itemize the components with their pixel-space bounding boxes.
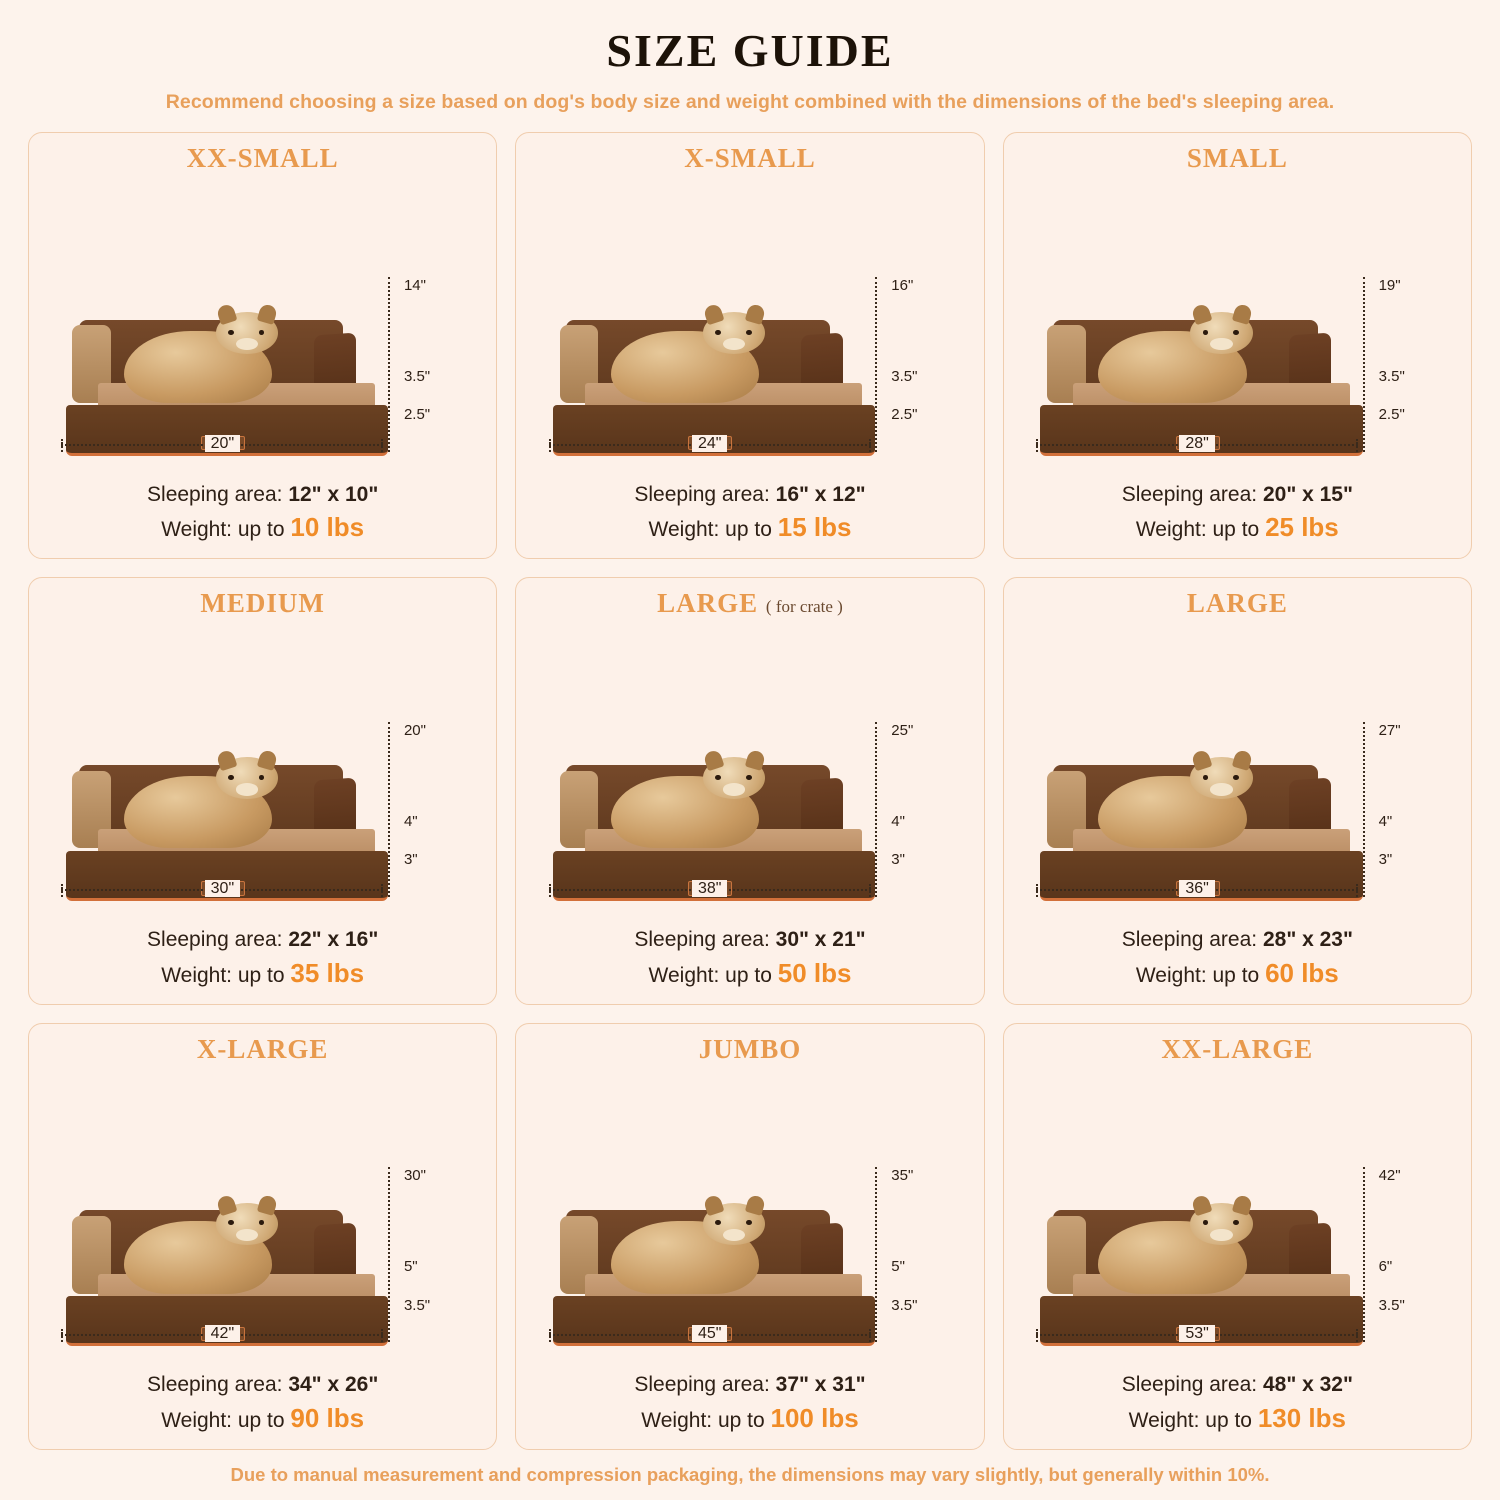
pet-snout <box>723 783 745 796</box>
weight-row <box>147 509 378 546</box>
sleeping-area-value: 48" x 32" <box>1262 1373 1353 1397</box>
card-title-text: SMALL <box>1186 143 1288 173</box>
bed-illustration <box>1014 1067 1461 1369</box>
width-dimension <box>1036 434 1358 464</box>
size-card-jumbo <box>515 1023 984 1450</box>
bed-illustration <box>1014 621 1461 923</box>
dimension-width: 20" <box>205 435 240 452</box>
sleeping-area-value: 22" x 16" <box>288 927 379 951</box>
pet-eye-left <box>228 1220 234 1225</box>
pet-graphic <box>1098 1221 1246 1293</box>
dimension-line <box>875 277 877 452</box>
dimension-width: 28" <box>1179 435 1214 452</box>
dimension-line <box>1363 722 1365 897</box>
dimension-width: 42" <box>205 1325 240 1342</box>
pet-snout <box>236 783 258 796</box>
card-info <box>634 923 865 992</box>
dimension-line <box>1363 1167 1365 1342</box>
card-crate-note: ( for crate ) <box>765 597 843 617</box>
page-title: SIZE GUIDE <box>606 25 894 76</box>
dimension-low: 3" <box>403 851 418 869</box>
weight-label: Weight: up to <box>1135 963 1266 987</box>
pet-ear-left <box>216 1194 238 1216</box>
pet-ear-left <box>1191 1194 1213 1216</box>
pet-eye-right <box>259 330 265 335</box>
card-title-text: LARGE <box>1186 588 1288 619</box>
card-title <box>1187 143 1288 174</box>
size-card-xx-small <box>28 132 497 559</box>
pet-eye-right <box>259 775 265 780</box>
pet-ear-left <box>703 303 725 325</box>
dimension-line <box>1363 277 1365 452</box>
page-subtitle: Recommend choosing a size based on dog's body size and weight combined with the dimensions of the bed's sleeping area. <box>165 91 1335 113</box>
weight-label: Weight: up to <box>161 1409 291 1433</box>
sleeping-area-row <box>634 925 865 955</box>
pet-head <box>216 1203 278 1245</box>
dimension-height: 16" <box>891 276 914 294</box>
bed-illustration <box>526 621 973 923</box>
dimension-mid: 4" <box>1378 812 1393 830</box>
weight-value: 100 lbs <box>770 1403 859 1434</box>
bed-illustration <box>39 176 486 478</box>
pet-eye-left <box>1203 775 1209 780</box>
card-info <box>1122 923 1353 992</box>
pet-ear-left <box>1191 748 1213 770</box>
dimension-width: 53" <box>1179 1325 1214 1342</box>
sleeping-area-row <box>1122 1370 1353 1400</box>
dimension-width: 24" <box>692 435 727 452</box>
height-dimensions <box>388 1167 477 1342</box>
sleeping-area-value: 12" x 10" <box>288 482 379 506</box>
bed-illustration <box>39 1067 486 1369</box>
pet-snout <box>1210 338 1232 351</box>
sleeping-area-row <box>634 480 865 510</box>
pet-head <box>1190 312 1252 354</box>
dimension-mid: 6" <box>1378 1258 1393 1276</box>
pet-eye-right <box>746 1220 752 1225</box>
dimension-width: 30" <box>205 880 240 897</box>
dimension-height: 14" <box>403 276 426 294</box>
dimension-line <box>388 277 390 452</box>
dimension-mid: 3.5" <box>891 367 918 385</box>
sleeping-area-label: Sleeping area: <box>634 482 776 506</box>
pet-snout <box>1210 1229 1232 1242</box>
pet-head <box>1190 757 1252 799</box>
weight-label: Weight: up to <box>1128 1409 1258 1433</box>
sleeping-area-value: 34" x 26" <box>288 1373 379 1397</box>
pet-ear-left <box>703 748 725 770</box>
width-dimension <box>61 1325 383 1354</box>
pet-eye-left <box>715 1220 721 1225</box>
weight-row <box>1122 509 1353 546</box>
sleeping-area-value: 30" x 21" <box>775 927 866 951</box>
card-title <box>657 588 843 619</box>
disclaimer-text: Due to manual measurement and compression packaging, the dimensions may vary slightly, but generally within 10%. <box>230 1464 1270 1485</box>
card-title-text: XX-LARGE <box>1161 1033 1314 1064</box>
card-title-text: X-LARGE <box>196 1033 329 1064</box>
weight-value: 60 lbs <box>1265 957 1339 988</box>
pet-head <box>216 312 278 354</box>
bed-illustration <box>1014 176 1461 478</box>
height-dimensions <box>875 722 964 897</box>
weight-label: Weight: up to <box>648 518 778 542</box>
weight-label: Weight: up to <box>161 518 291 542</box>
sleeping-area-label: Sleeping area: <box>147 1373 289 1397</box>
sleeping-area-label: Sleeping area: <box>1121 927 1263 951</box>
pet-eye-left <box>715 775 721 780</box>
pet-snout <box>723 338 745 351</box>
pet-eye-right <box>1233 330 1239 335</box>
size-card-medium <box>28 577 497 1004</box>
pet-eye-left <box>228 330 234 335</box>
card-info <box>634 1368 865 1437</box>
pet-graphic <box>124 776 272 848</box>
weight-value: 10 lbs <box>290 512 365 543</box>
card-info <box>1122 1368 1353 1437</box>
sleeping-area-label: Sleeping area: <box>147 927 289 951</box>
dimension-line <box>875 722 877 897</box>
card-title <box>1187 588 1288 619</box>
card-title-text: X-SMALL <box>684 143 816 173</box>
dimension-width: 45" <box>692 1325 727 1342</box>
dimension-width: 36" <box>1179 880 1214 897</box>
pet-graphic <box>611 1221 759 1293</box>
pet-eye-left <box>715 330 721 335</box>
width-dimension <box>1036 879 1358 909</box>
pet-graphic <box>1098 776 1246 848</box>
card-info <box>147 1368 378 1437</box>
sleeping-area-value: 16" x 12" <box>775 482 866 506</box>
dimension-low: 3.5" <box>403 1296 431 1314</box>
pet-eye-right <box>1233 1220 1239 1225</box>
weight-value: 50 lbs <box>777 957 852 988</box>
pet-ear-left <box>703 1194 725 1216</box>
sleeping-area-label: Sleeping area: <box>1121 482 1263 506</box>
weight-row <box>147 1400 378 1437</box>
width-dimension <box>549 879 871 909</box>
weight-row <box>634 509 865 546</box>
dimension-height: 27" <box>1378 722 1401 740</box>
card-info <box>1122 478 1353 547</box>
dimension-mid: 3.5" <box>1378 367 1405 385</box>
pet-eye-right <box>746 330 752 335</box>
dimension-mid: 4" <box>891 812 905 830</box>
width-dimension <box>61 434 383 464</box>
pet-ear-left <box>1191 303 1213 325</box>
pet-eye-left <box>1203 330 1209 335</box>
pet-graphic <box>124 1221 272 1293</box>
weight-value: 130 lbs <box>1257 1403 1346 1434</box>
weight-row <box>1122 955 1353 992</box>
size-card-x-large <box>28 1023 497 1450</box>
dimension-low: 2.5" <box>1378 406 1405 424</box>
height-dimensions <box>388 277 477 452</box>
dimension-mid: 4" <box>403 812 418 830</box>
sleeping-area-label: Sleeping area: <box>1121 1373 1263 1397</box>
weight-value: 35 lbs <box>290 957 365 988</box>
card-info <box>147 478 378 547</box>
bed-illustration <box>526 1067 973 1369</box>
weight-row <box>147 955 378 992</box>
weight-value: 25 lbs <box>1265 512 1339 543</box>
sleeping-area-row <box>1122 925 1353 955</box>
height-dimensions <box>1363 722 1452 897</box>
weight-label: Weight: up to <box>648 963 778 987</box>
weight-label: Weight: up to <box>1135 518 1266 542</box>
pet-head <box>1190 1203 1252 1245</box>
height-dimensions <box>1363 277 1452 452</box>
card-title-text: XX-SMALL <box>186 143 339 173</box>
pet-eye-left <box>228 775 234 780</box>
pet-graphic <box>124 331 272 403</box>
dimension-low: 3" <box>891 851 905 869</box>
size-card-xx-large <box>1003 1023 1472 1450</box>
pet-ear-left <box>216 303 238 325</box>
dimension-mid: 5" <box>403 1258 418 1276</box>
sleeping-area-label: Sleeping area: <box>634 927 776 951</box>
weight-value: 90 lbs <box>290 1403 365 1434</box>
card-title-text: MEDIUM <box>200 588 325 619</box>
pet-head <box>703 757 765 799</box>
bed-illustration <box>526 176 973 478</box>
width-dimension <box>549 434 871 464</box>
sleeping-area-row <box>147 480 378 510</box>
pet-head <box>703 312 765 354</box>
pet-eye-left <box>1203 1220 1209 1225</box>
pet-eye-right <box>746 775 752 780</box>
height-dimensions <box>388 722 477 897</box>
width-dimension <box>549 1325 871 1354</box>
height-dimensions <box>875 1167 964 1342</box>
dimension-height: 35" <box>891 1167 914 1185</box>
pet-head <box>216 757 278 799</box>
weight-row <box>634 1400 865 1437</box>
sleeping-area-row <box>147 925 378 955</box>
size-card-large-crate <box>515 577 984 1004</box>
dimension-height: 19" <box>1378 276 1401 294</box>
weight-value: 15 lbs <box>777 512 852 543</box>
pet-graphic <box>611 331 759 403</box>
card-info <box>147 923 378 992</box>
dimension-line <box>875 1167 877 1342</box>
dimension-low: 2.5" <box>891 406 918 424</box>
pet-head <box>703 1203 765 1245</box>
height-dimensions <box>875 277 964 452</box>
card-title <box>200 588 324 619</box>
weight-label: Weight: up to <box>161 963 291 987</box>
size-card-large <box>1003 577 1472 1004</box>
pet-eye-right <box>259 1220 265 1225</box>
card-title <box>197 1034 329 1065</box>
dimension-mid: 3.5" <box>403 367 431 385</box>
sleeping-area-value: 20" x 15" <box>1262 482 1353 506</box>
sleeping-area-row <box>634 1370 865 1400</box>
pet-graphic <box>611 776 759 848</box>
size-card-small <box>1003 132 1472 559</box>
dimension-height: 30" <box>403 1167 426 1185</box>
pet-snout <box>236 338 258 351</box>
pet-snout <box>723 1229 745 1242</box>
bed-illustration <box>39 621 486 923</box>
pet-graphic <box>1098 331 1246 403</box>
dimension-low: 2.5" <box>403 406 431 424</box>
pet-eye-right <box>1233 775 1239 780</box>
sleeping-area-label: Sleeping area: <box>634 1373 776 1397</box>
dimension-low: 3" <box>1378 851 1393 869</box>
dimension-height: 42" <box>1378 1167 1401 1185</box>
dimension-line <box>388 1167 390 1342</box>
width-dimension <box>61 879 383 909</box>
pet-snout <box>236 1229 258 1242</box>
weight-row <box>634 955 865 992</box>
sleeping-area-row <box>147 1370 378 1400</box>
card-title <box>187 143 339 174</box>
card-title-text: LARGE <box>657 588 759 619</box>
dimension-line <box>388 722 390 897</box>
height-dimensions <box>1363 1167 1452 1342</box>
dimension-low: 3.5" <box>1378 1296 1405 1314</box>
weight-row <box>1122 1400 1353 1437</box>
size-card-x-small <box>515 132 984 559</box>
sleeping-area-label: Sleeping area: <box>147 482 289 506</box>
card-title <box>684 143 816 174</box>
width-dimension <box>1036 1325 1358 1354</box>
pet-ear-left <box>216 748 238 770</box>
sleeping-area-row <box>1122 480 1353 510</box>
dimension-height: 25" <box>891 722 914 740</box>
card-title-text: JUMBO <box>698 1033 802 1064</box>
dimension-height: 20" <box>403 722 426 740</box>
card-title <box>699 1034 802 1065</box>
card-title <box>1161 1034 1313 1065</box>
size-card-grid <box>28 132 1472 1450</box>
sleeping-area-value: 37" x 31" <box>775 1373 866 1397</box>
dimension-low: 3.5" <box>891 1296 918 1314</box>
dimension-mid: 5" <box>891 1258 905 1276</box>
dimension-width: 38" <box>692 880 727 897</box>
pet-snout <box>1210 783 1232 796</box>
weight-label: Weight: up to <box>641 1409 771 1433</box>
sleeping-area-value: 28" x 23" <box>1262 927 1353 951</box>
card-info <box>634 478 865 547</box>
